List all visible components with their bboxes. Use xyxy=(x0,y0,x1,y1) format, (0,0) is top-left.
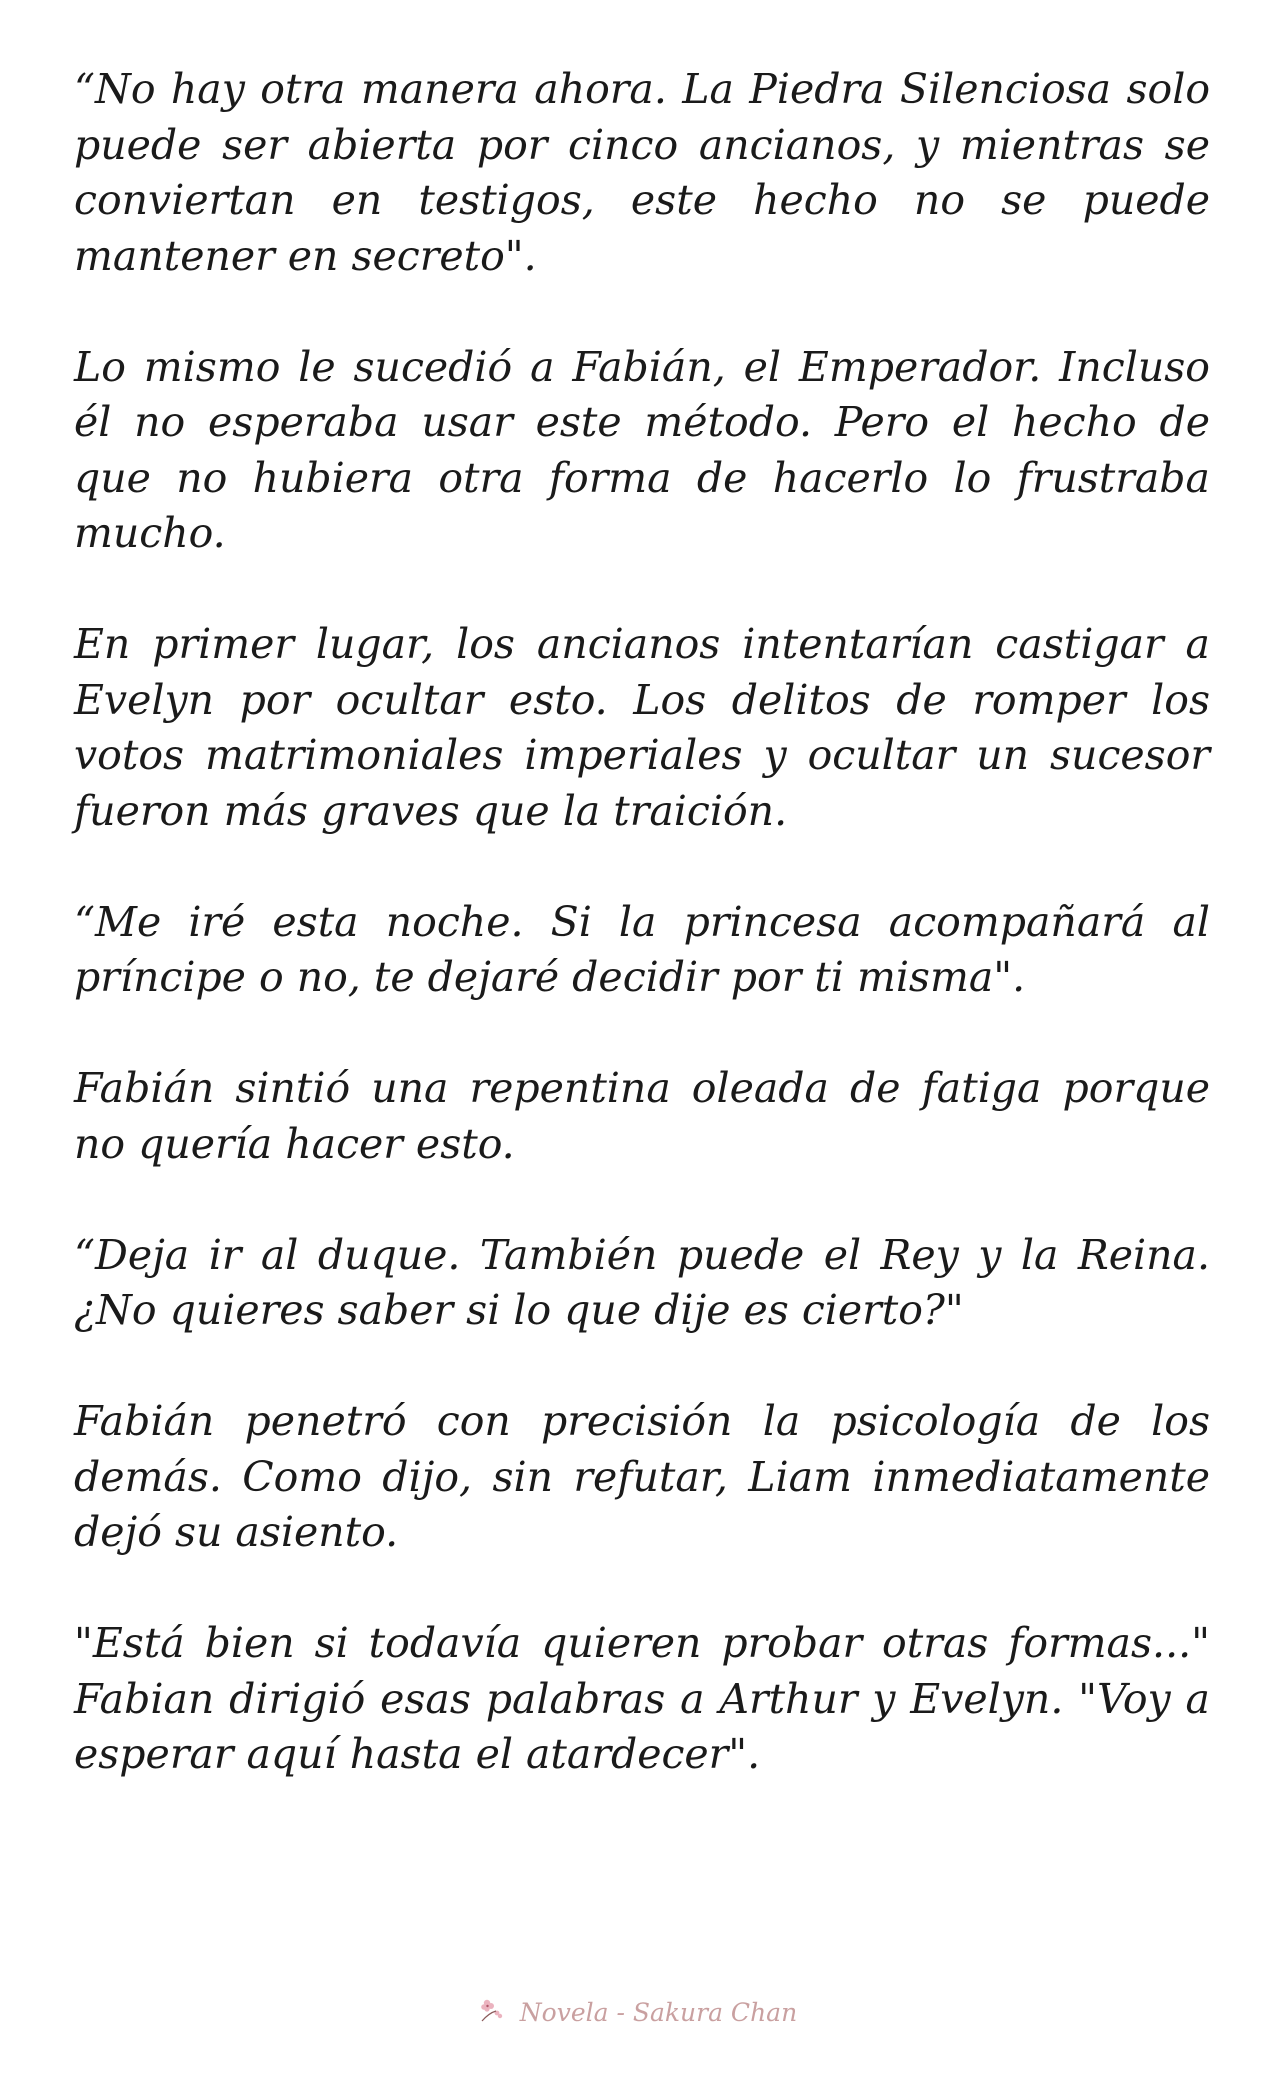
footer-text: Novela - Sakura Chan xyxy=(519,1998,798,2027)
paragraph-5: Fabián sintió una repentina oleada de fatiga porque no quería hacer esto. xyxy=(74,1064,1210,1168)
paragraph-3: En primer lugar, los ancianos intentarían castigar a Evelyn por ocultar esto. Los delitos de romper los votos matrimoniales imperiales y ocultar un sucesor fueron más graves que la traición. xyxy=(74,620,1210,835)
paragraph-8: "Está bien si todavía quieren probar otras formas..." Fabian dirigió esas palabras a Arthur y Evelyn. "Voy a esperar aquí hasta el atardecer". xyxy=(74,1619,1210,1778)
paragraph-2: Lo mismo le sucedió a Fabián, el Emperador. Incluso él no esperaba usar este método. Pero el hecho de que no hubiera otra forma de hacerlo lo frustraba mucho. xyxy=(74,342,1210,557)
cherry-blossom-icon xyxy=(478,1997,506,2025)
paragraph-4: “Me iré esta noche. Si la princesa acompañará al príncipe o no, te dejaré decidir por ti misma". xyxy=(74,897,1210,1001)
paragraph-1: “No hay otra manera ahora. La Piedra Silenciosa solo puede ser abierta por cinco ancianos, y mientras se conviertan en testigos, este hecho no se puede mantener en secreto". xyxy=(74,65,1210,280)
watermark-footer xyxy=(0,1997,1275,2027)
paragraph-7: Fabián penetró con precisión la psicología de los demás. Como dijo, sin refutar, Liam inmediatamente dejó su asiento. xyxy=(74,1397,1210,1556)
paragraph-6: “Deja ir al duque. También puede el Rey y la Reina. ¿No quieres saber si lo que dije es cierto?" xyxy=(74,1230,1210,1334)
chapter-text xyxy=(74,62,1210,1838)
